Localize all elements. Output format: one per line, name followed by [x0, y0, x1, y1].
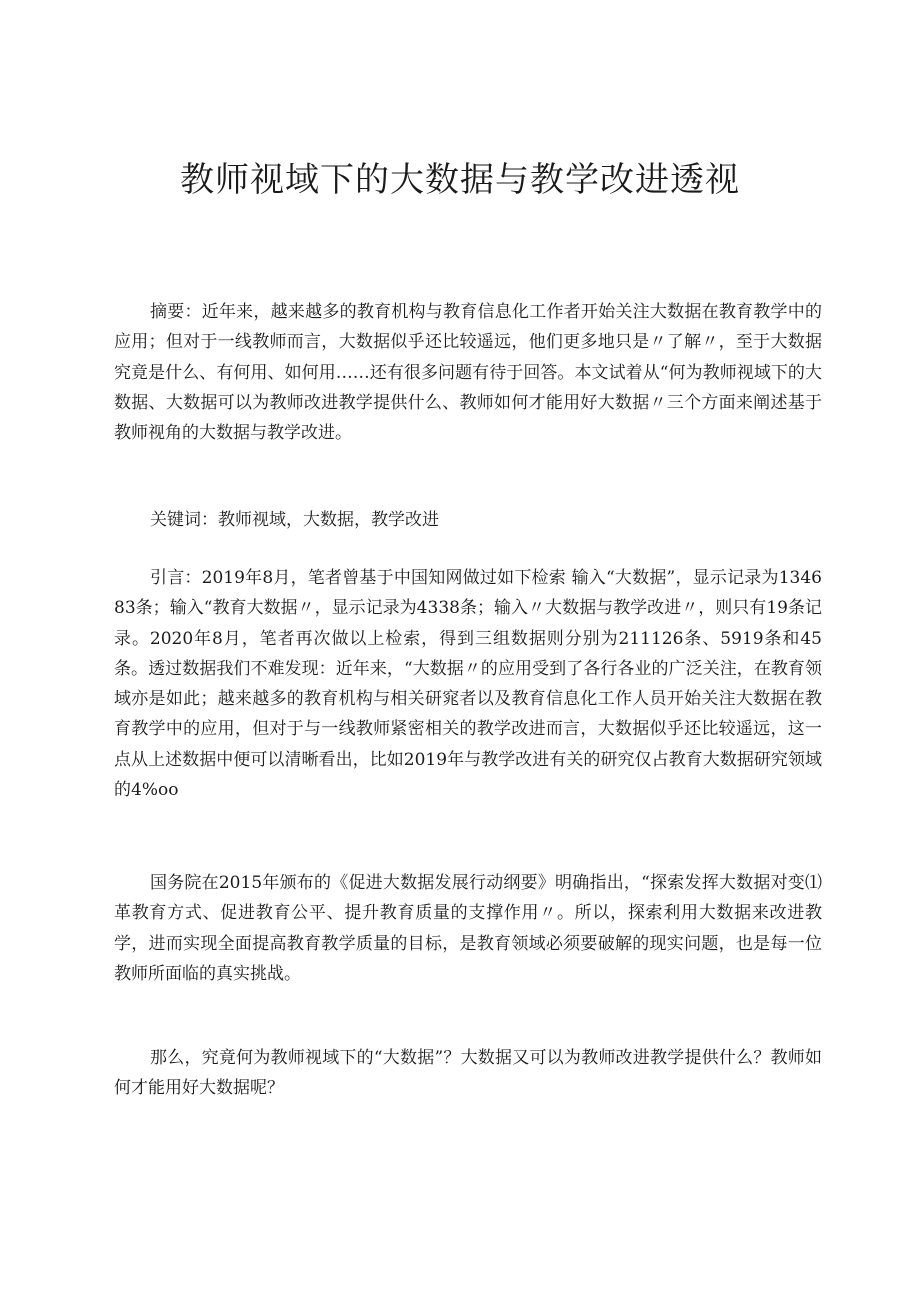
introduction-paragraph: 引言：2019年8月，笔者曾基于中国知网做过如下检索 输入“大数据”，显示记录为134683条；输入“教育大数据〃，显示记录为4338条；输入〃大数据与教学改进〃，则只有19条记录。2020年8月，笔者再次做以上检索，得到三组数据则分别为211126条、5919条和45条。透过数据我们不难发现：近年来，“大数据〃的应用受到了各行各业的广泛关注，在教育领域亦是如此；越来越多的教育机构与相关研窕者以及教育信息化工作人员开始关注大数据在教育教学中的应用，但对于与一线教师紧密相关的教学改进而言，大数据似乎还比较遥远，这一点从上述数据中便可以清晰看出，比如2019年与教学改进有关的研究仅占教育大数据研究领域的4%oo	[114, 568, 822, 801]
abstract-paragraph: 摘要：近年来，越来越多的教育机构与教育信息化工作者开始关注大数据在教育教学中的应用；但对于一线教师而言，大数据似乎还比较遥远，他们更多地只是〃了解〃，至于大数据究竟是什么、有何用、如何用……还有很多问题有待于回答。本文试着从“何为教师视域下的大数据、大数据可以为教师改进教学提供什么、教师如何才能用好大数据〃三个方面来阐述基于教师视角的大数据与教学改进。	[114, 302, 822, 444]
state-council-paragraph: 国务院在2015年颁布的《促进大数据发展行动纲要》明确指出，“探索发挥大数据对变⑴革教育方式、促进教育公平、提升教育质量的支撑作用〃。所以，探索利用大数据来改进教学，进而实现全面提高教育教学质量的目标，是教育领域必须要破解的现实问题，也是每一位教师所面临的真实挑战。	[114, 873, 822, 984]
document-title: 教师视域下的大数据与教学改进透视	[180, 160, 740, 200]
questions-paragraph: 那么，究竟何为教师视域下的“大数据”？大数据又可以为教师改进教学提供什么？教师如何才能用好大数据呢？	[114, 1048, 822, 1099]
keywords-paragraph: 关键词：教师视域，大数据，教学改进	[150, 510, 439, 530]
